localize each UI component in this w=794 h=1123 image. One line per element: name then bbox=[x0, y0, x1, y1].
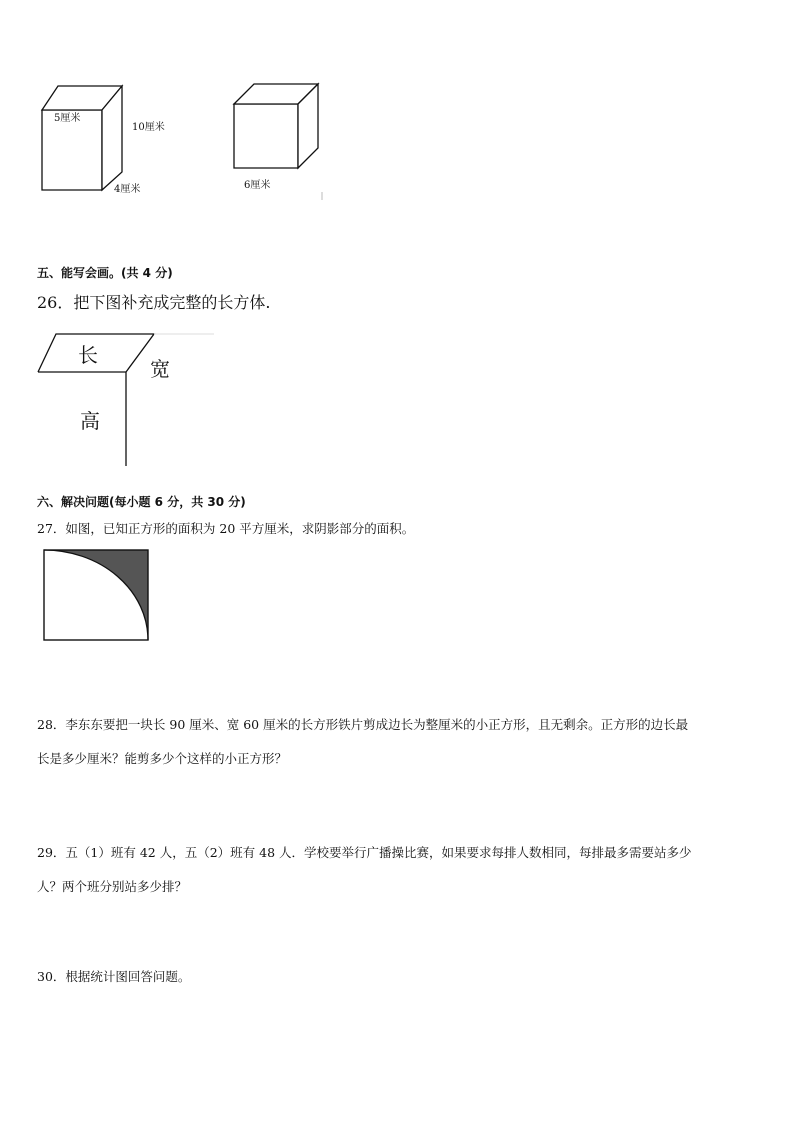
section-six-title: 六、解决问题(每小题 6 分，共 30 分) bbox=[37, 495, 246, 509]
question-28 bbox=[37, 708, 767, 776]
question-30: 30．根据统计图回答问题。 bbox=[37, 969, 191, 984]
question-26: 26．把下图补充成完整的长方体. bbox=[37, 293, 271, 312]
cuboid-height-label: 10厘米 bbox=[132, 122, 165, 133]
question-28-line-1: 28．李东东要把一块长 90 厘米、宽 60 厘米的长方形铁片剪成边长为整厘米的小正方形，且无剩余。正方形的边长最 bbox=[37, 717, 689, 732]
partial-cuboid-figure bbox=[34, 328, 234, 473]
cuboid-length-label: 5厘米 bbox=[54, 113, 81, 124]
square-quarter-circle-figure bbox=[40, 548, 152, 644]
question-29 bbox=[37, 836, 767, 904]
question-28-line-2: 长是多少厘米？能剪多少个这样的小正方形？ bbox=[37, 751, 288, 766]
question-27: 27．如图，已知正方形的面积为 20 平方厘米，求阴影部分的面积。 bbox=[37, 521, 415, 536]
cube-figure bbox=[226, 80, 336, 205]
partial-wide-label: 宽 bbox=[150, 357, 170, 381]
partial-long-label: 长 bbox=[78, 343, 98, 367]
section-five-title: 五、能写会画。(共 4 分) bbox=[37, 266, 173, 280]
cube-edge-label: 6厘米 bbox=[244, 180, 271, 191]
cuboid-width-label: 4厘米 bbox=[114, 184, 141, 195]
question-29-line-1: 29．五（1）班有 42 人，五（2）班有 48 人．学校要举行广播操比赛，如果要求每排人数相同，每排最多需要站多少 bbox=[37, 845, 692, 860]
partial-tall-label: 高 bbox=[80, 409, 100, 433]
question-29-line-2: 人？两个班分别站多少排？ bbox=[37, 879, 188, 894]
cuboid-figure bbox=[30, 80, 190, 205]
